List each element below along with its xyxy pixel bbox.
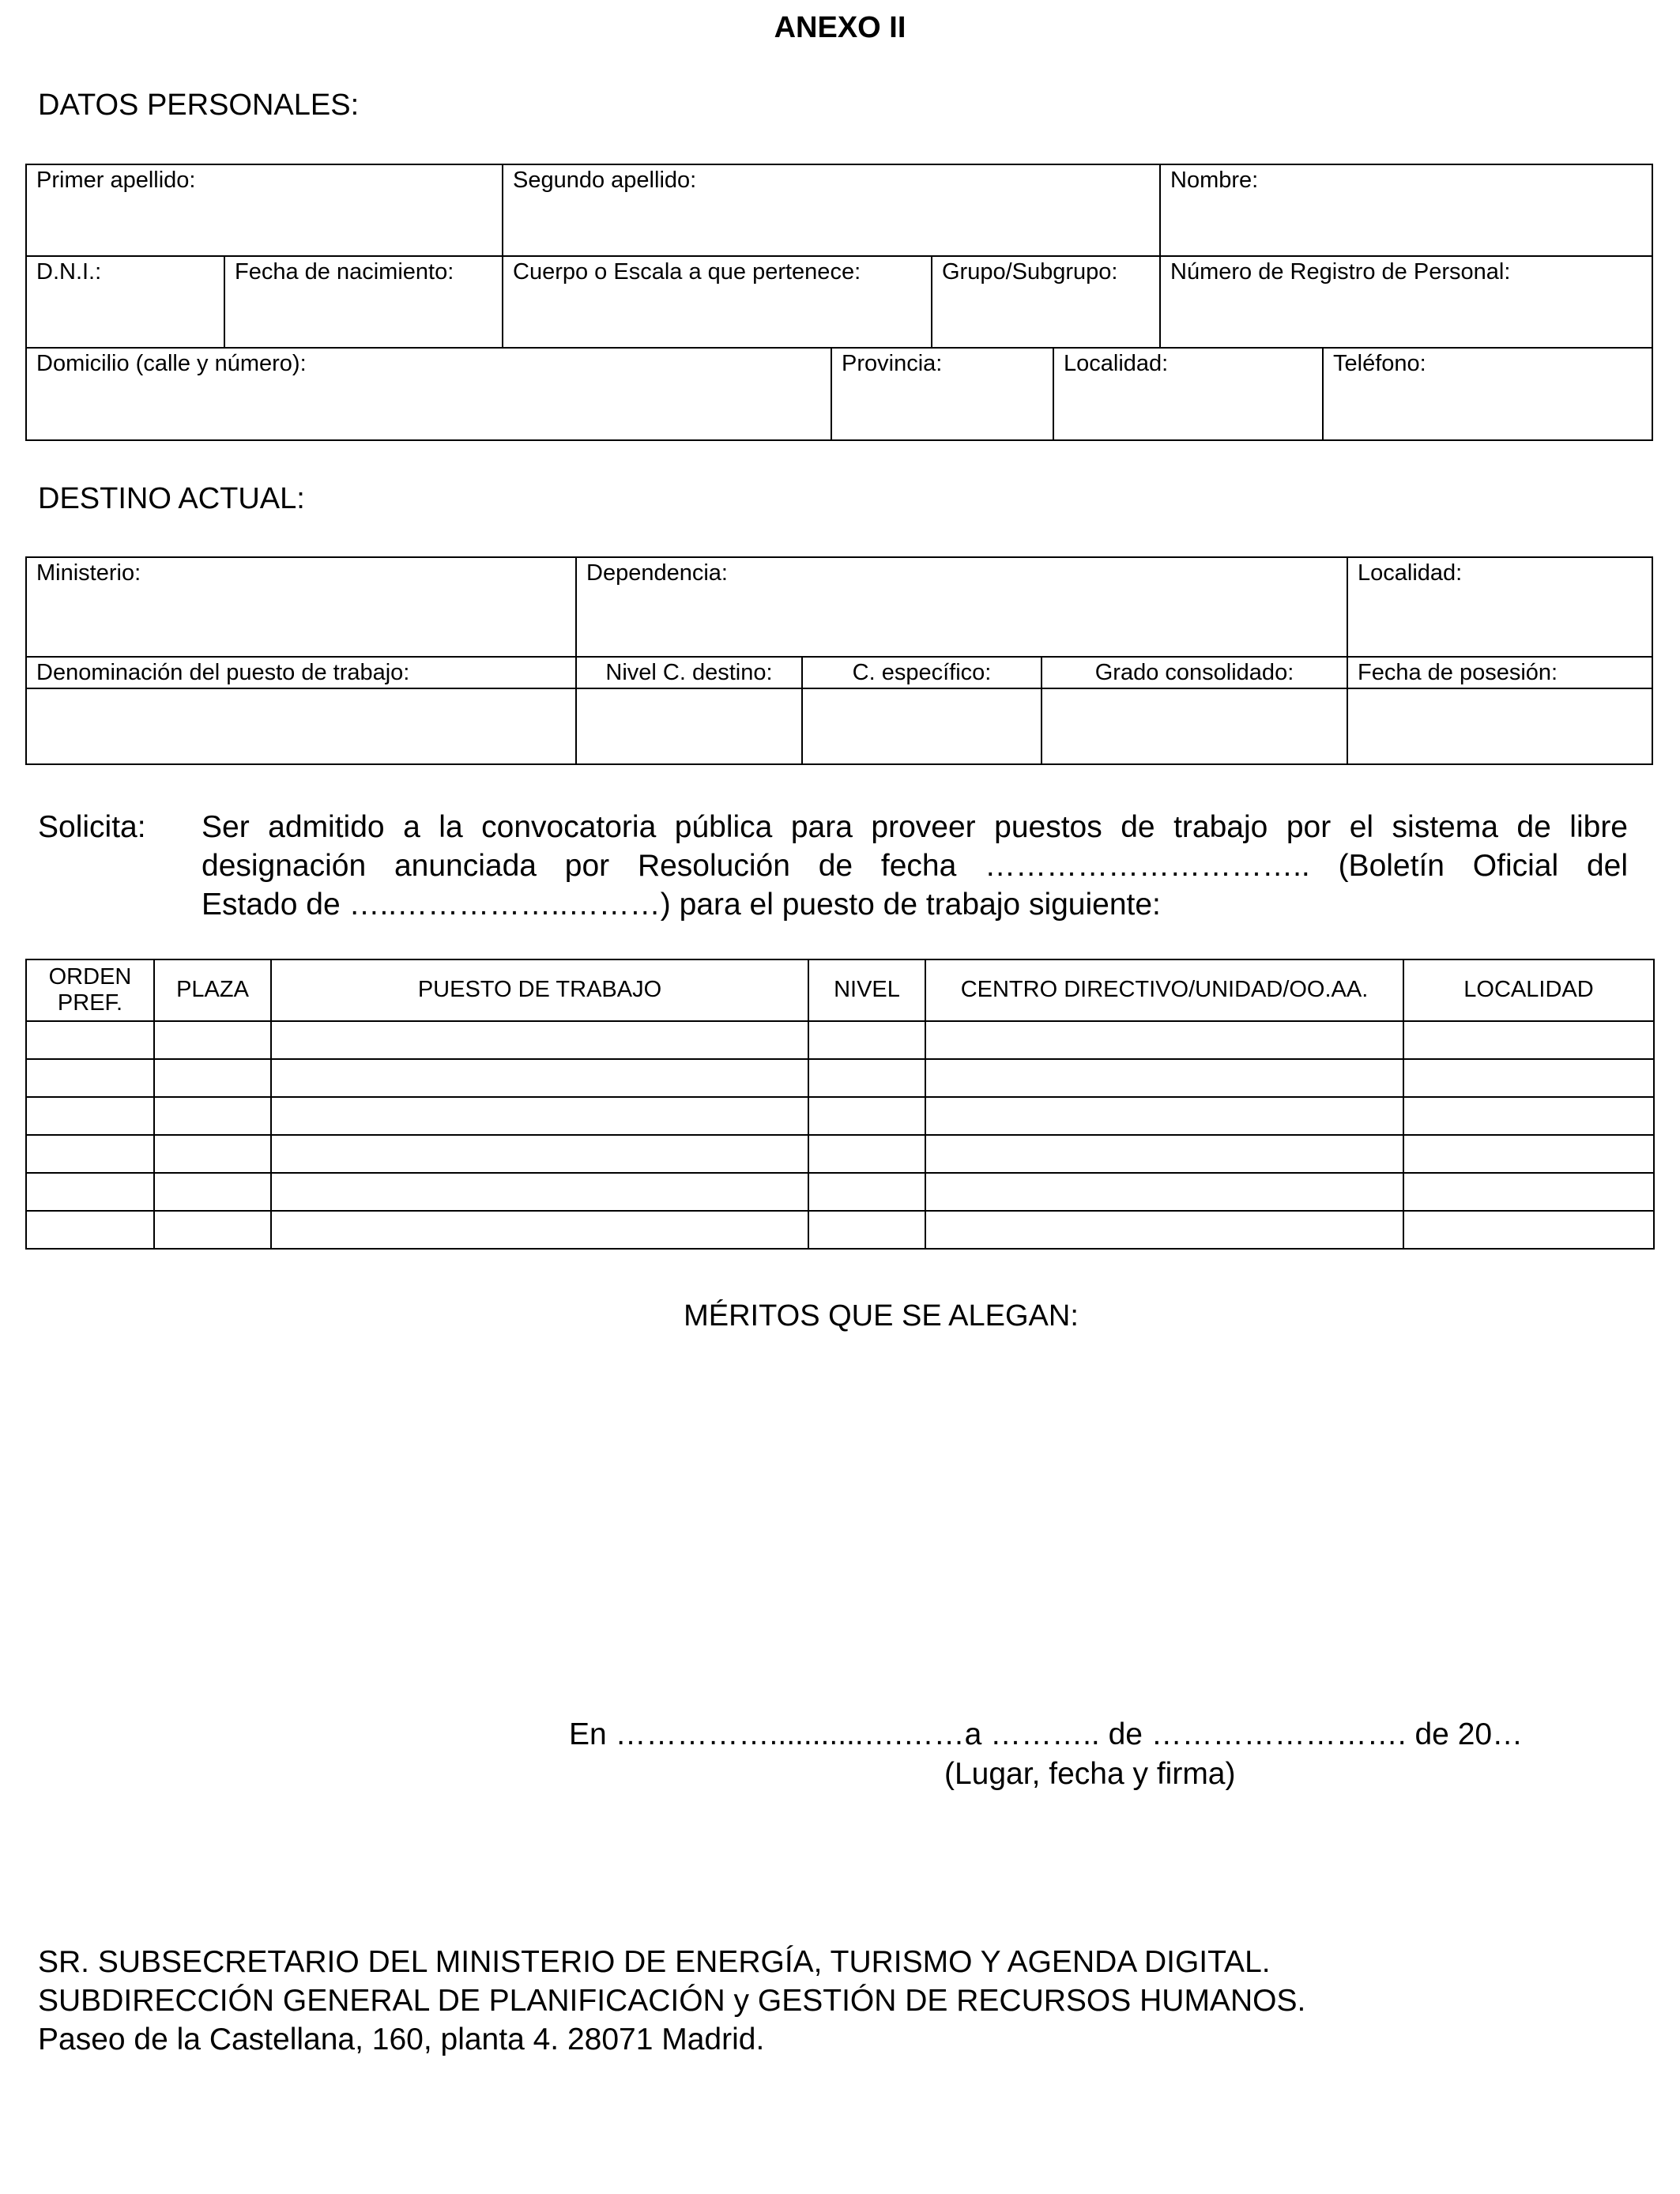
primer-apellido-field[interactable] (25, 164, 503, 257)
dependencia-label: Dependencia: (586, 560, 728, 586)
destino-actual-heading: DESTINO ACTUAL: (38, 482, 305, 515)
lugar-fecha-firma: (Lugar, fecha y firma) (944, 1757, 1236, 1791)
table-row (26, 1097, 1654, 1135)
table-cell[interactable] (1403, 1211, 1654, 1249)
col-header-orden: ORDEN PREF. (26, 959, 154, 1021)
table-cell[interactable] (808, 1097, 925, 1135)
dni-field[interactable] (25, 255, 225, 349)
provincia-field[interactable] (831, 347, 1054, 441)
table-row (26, 1173, 1654, 1211)
grado-label: Grado consolidado: (1094, 660, 1294, 685)
table-cell[interactable] (925, 1059, 1403, 1097)
grado-input[interactable] (1041, 688, 1348, 765)
col-header-nivel: NIVEL (808, 959, 925, 1021)
especifico-label-cell (801, 656, 1042, 689)
puestos-table (25, 959, 1655, 1250)
table-cell[interactable] (808, 1135, 925, 1173)
destino-localidad-field[interactable] (1347, 556, 1653, 658)
table-cell[interactable] (26, 1135, 154, 1173)
primer-apellido-label: Primer apellido: (36, 168, 196, 193)
nrp-label: Número de Registro de Personal: (1170, 259, 1511, 285)
provincia-label: Provincia: (842, 351, 943, 376)
solicita-line-3: Estado de …..……………..………) para el puesto de trabajo siguiente: (202, 888, 1161, 922)
dependencia-field[interactable] (575, 556, 1348, 658)
table-row (26, 1211, 1654, 1249)
fecha-nacimiento-field[interactable] (224, 255, 503, 349)
solicita-line-2: designación anunciada por Resolución de fecha ………………………….. (Boletín Oficial del (202, 849, 1628, 883)
table-cell[interactable] (925, 1097, 1403, 1135)
destino-localidad-label: Localidad: (1358, 560, 1463, 586)
nivel-label-cell (575, 656, 803, 689)
cuerpo-escala-field[interactable] (502, 255, 932, 349)
table-cell[interactable] (271, 1173, 808, 1211)
grupo-subgrupo-field[interactable] (931, 255, 1161, 349)
denominacion-label: Denominación del puesto de trabajo: (36, 660, 410, 685)
table-cell[interactable] (925, 1021, 1403, 1059)
table-cell[interactable] (154, 1059, 271, 1097)
table-cell[interactable] (1403, 1097, 1654, 1135)
table-cell[interactable] (1403, 1021, 1654, 1059)
table-row (26, 1059, 1654, 1097)
col-header-puesto: PUESTO DE TRABAJO (271, 959, 808, 1021)
col-header-plaza: PLAZA (154, 959, 271, 1021)
table-cell[interactable] (1403, 1173, 1654, 1211)
especifico-input[interactable] (801, 688, 1042, 765)
nivel-input[interactable] (575, 688, 803, 765)
puestos-header-row (26, 959, 1654, 1021)
fecha-line: En ……………...........….……a ……….. de ……………………. de 20… (569, 1717, 1524, 1751)
addressee-line-3: Paseo de la Castellana, 160, planta 4. 28071 Madrid. (38, 2022, 765, 2056)
table-cell[interactable] (26, 1173, 154, 1211)
puestos-body (26, 1021, 1654, 1249)
table-cell[interactable] (154, 1173, 271, 1211)
table-cell[interactable] (808, 1211, 925, 1249)
fecha-posesion-label: Fecha de posesión: (1358, 660, 1558, 685)
telefono-label: Teléfono: (1333, 351, 1426, 376)
grupo-subgrupo-label: Grupo/Subgrupo: (942, 259, 1118, 285)
addressee-line-1: SR. SUBSECRETARIO DEL MINISTERIO DE ENERGÍA, TURISMO Y AGENDA DIGITAL. (38, 1945, 1271, 1979)
table-cell[interactable] (808, 1059, 925, 1097)
solicita-label: Solicita: (38, 810, 146, 844)
addressee-block (38, 1943, 1305, 2059)
solicita-paragraph (202, 808, 1628, 924)
dni-label: D.N.I.: (36, 259, 102, 285)
table-cell[interactable] (271, 1135, 808, 1173)
table-cell[interactable] (26, 1021, 154, 1059)
table-cell[interactable] (925, 1211, 1403, 1249)
table-cell[interactable] (271, 1059, 808, 1097)
denominacion-input[interactable] (25, 688, 577, 765)
table-cell[interactable] (26, 1059, 154, 1097)
table-cell[interactable] (154, 1135, 271, 1173)
localidad-field[interactable] (1053, 347, 1324, 441)
nombre-label: Nombre: (1170, 168, 1259, 193)
fecha-posesion-input[interactable] (1347, 688, 1653, 765)
meritos-heading: MÉRITOS QUE SE ALEGAN: (684, 1299, 1079, 1333)
segundo-apellido-field[interactable] (502, 164, 1161, 257)
fecha-posesion-label-cell (1347, 656, 1653, 689)
table-cell[interactable] (154, 1097, 271, 1135)
denominacion-label-cell (25, 656, 577, 689)
table-cell[interactable] (808, 1173, 925, 1211)
ministerio-label: Ministerio: (36, 560, 141, 586)
domicilio-label: Domicilio (calle y número): (36, 351, 307, 376)
table-cell[interactable] (925, 1173, 1403, 1211)
table-cell[interactable] (808, 1021, 925, 1059)
table-row (26, 1021, 1654, 1059)
personal-data-heading: DATOS PERSONALES: (38, 89, 360, 122)
table-cell[interactable] (26, 1211, 154, 1249)
table-cell[interactable] (271, 1021, 808, 1059)
table-cell[interactable] (26, 1097, 154, 1135)
table-cell[interactable] (154, 1021, 271, 1059)
table-cell[interactable] (271, 1097, 808, 1135)
addressee-line-2: SUBDIRECCIÓN GENERAL DE PLANIFICACIÓN y GESTIÓN DE RECURSOS HUMANOS. (38, 1984, 1306, 2018)
ministerio-field[interactable] (25, 556, 577, 658)
especifico-label: C. específico: (852, 660, 992, 685)
telefono-field[interactable] (1322, 347, 1653, 441)
table-cell[interactable] (271, 1211, 808, 1249)
table-cell[interactable] (1403, 1135, 1654, 1173)
table-row (26, 1135, 1654, 1173)
fecha-nacimiento-label: Fecha de nacimiento: (235, 259, 454, 285)
grado-label-cell (1041, 656, 1348, 689)
nrp-field[interactable] (1159, 255, 1653, 349)
nivel-label: Nivel C. destino: (605, 660, 773, 685)
table-cell[interactable] (154, 1211, 271, 1249)
segundo-apellido-label: Segundo apellido: (513, 168, 697, 193)
nombre-field[interactable] (1159, 164, 1653, 257)
solicita-line-1: Ser admitido a la convocatoria pública para proveer puestos de trabajo por el sistema de libre (202, 810, 1628, 844)
table-cell[interactable] (1403, 1059, 1654, 1097)
cuerpo-escala-label: Cuerpo o Escala a que pertenece: (513, 259, 861, 285)
document-title: ANEXO II (774, 11, 906, 44)
col-header-localidad: LOCALIDAD (1403, 959, 1654, 1021)
domicilio-field[interactable] (25, 347, 832, 441)
table-cell[interactable] (925, 1135, 1403, 1173)
col-header-centro: CENTRO DIRECTIVO/UNIDAD/OO.AA. (925, 959, 1403, 1021)
localidad-label: Localidad: (1064, 351, 1169, 376)
